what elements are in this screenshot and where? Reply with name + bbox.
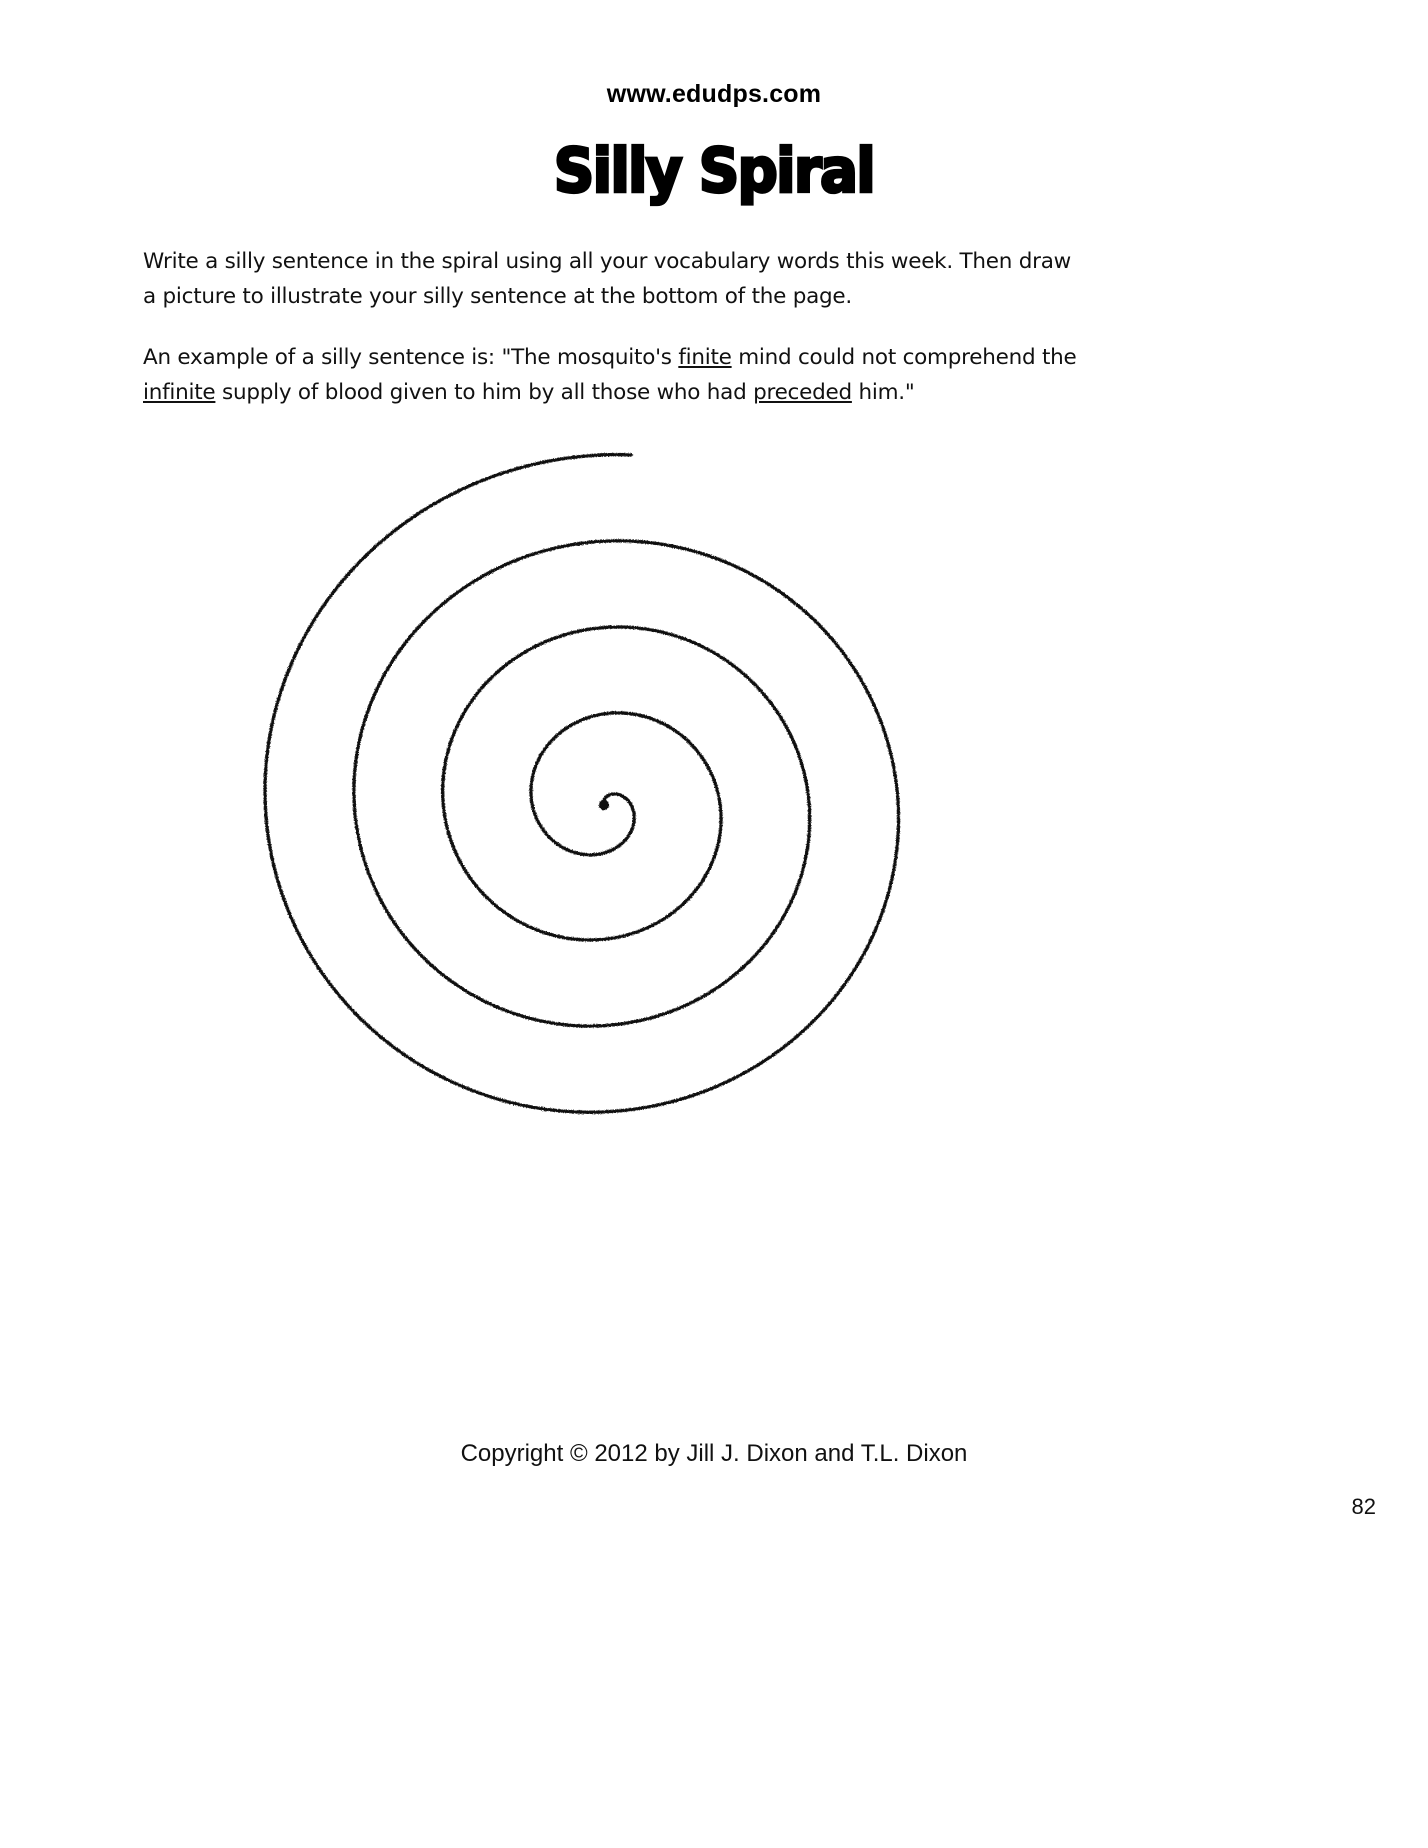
page-number: 82 <box>1351 1494 1376 1519</box>
vocab-word-infinite: infinite <box>143 380 216 405</box>
example-text-mid-1: mind could not comprehend the <box>731 345 1077 370</box>
example-text-mid-2: supply of blood given to him by all those who had <box>215 380 754 405</box>
site-url: www.edudps.com <box>606 80 822 108</box>
example-text-tail: him." <box>851 380 915 405</box>
spiral-icon <box>240 420 970 1160</box>
copyright-text: Copyright © 2012 by Jill J. Dixon and T.L. Dixon <box>460 1440 968 1467</box>
instruction-paragraph-1: Write a silly sentence in the spiral using all your vocabulary words this week. Then draw a picture to illustrate your silly sentence at the bottom of the page. <box>143 249 1071 309</box>
instructions-block <box>143 244 1083 410</box>
page-title: Silly Spiral <box>553 136 875 207</box>
vocab-word-preceded: preceded <box>753 380 852 405</box>
instruction-paragraph-2 <box>143 340 1083 410</box>
vocab-word-finite: finite <box>678 345 732 370</box>
example-text-lead: An example of a silly sentence is: "The mosquito's <box>143 345 679 370</box>
spiral-writing-area[interactable] <box>240 420 970 1160</box>
